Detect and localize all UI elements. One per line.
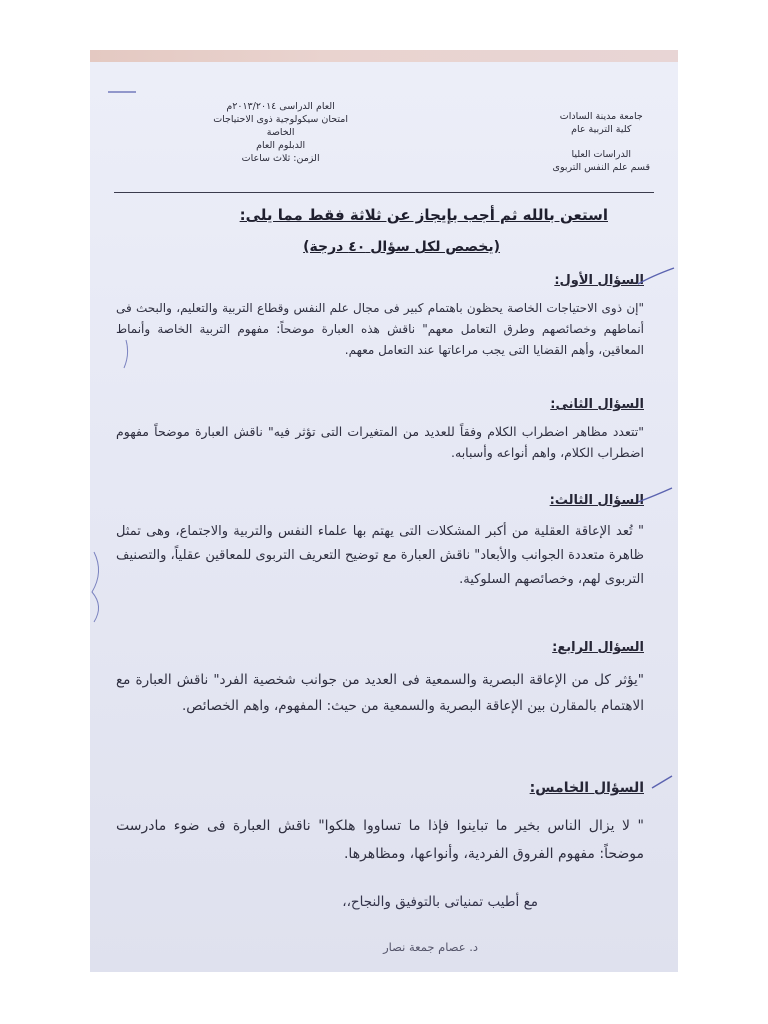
question-1-body: "إن ذوى الاحتياجات الخاصة يحظون باهتمام كبير فى مجال علم النفس وقطاع التربية والتعليم، والبحث فى أنماطهم وخصائصهم وطرق التعامل معهم" ناقش هذه العبارة موضحاً: مفهوم التربية الخاصة وأنماط المعاقين، وأهم القضايا التى يجب مراعاتها عند التعامل معهم.: [116, 301, 644, 357]
question-5-heading: السؤال الخامس:: [529, 780, 644, 796]
closing-wish: مع أطيب تمنياتى بالتوفيق والنجاح،،: [342, 894, 538, 910]
pen-tick-q3: [638, 488, 672, 502]
question-3-heading: السؤال الثالث:: [549, 493, 644, 508]
exam-title-line1: امتحان سيكولوجية ذوى الاحتياجات: [213, 114, 348, 125]
faculty-name: كلية التربية عام: [571, 124, 632, 135]
question-5-body: " لا يزال الناس بخير ما تباينوا فإذا ما تساووا هلكوا" ناقش العبارة فى ضوء مادرست موضحاً: مفهوم الفروق الفردية، وأنواعها، ومظاهرها.: [116, 818, 644, 862]
pen-tick-q5: [652, 776, 672, 788]
academic-year: العام الدراسى ٢٠١٣/٢٠١٤م: [226, 101, 335, 112]
department-name: قسم علم النفس التربوى: [552, 162, 650, 173]
exam-time: الزمن: ثلاث ساعات: [241, 153, 320, 164]
exam-title-line2: الخاصة: [266, 127, 295, 138]
pen-scribble-left: [92, 552, 99, 622]
question-1-heading: السؤال الأول:: [554, 273, 644, 288]
pen-tick-q1: [638, 268, 674, 284]
scanned-photo: [90, 50, 678, 972]
university-name: جامعة مدينة السادات: [559, 111, 643, 122]
diploma-name: الدبلوم العام: [256, 140, 306, 151]
signature: د. عصام جمعة نصار: [383, 940, 478, 954]
marks-note: (يخصص لكل سؤال ٤٠ درجة): [303, 239, 500, 255]
question-4-heading: السؤال الرابع:: [552, 640, 644, 655]
pen-scribble-margin: [124, 340, 128, 368]
instructions-title: استعن بالله ثم أجب بإيجاز عن ثلاثة فقط مما يلى:: [239, 206, 608, 224]
question-4-body: "يؤثر كل من الإعاقة البصرية والسمعية فى العديد من جوانب شخصية الفرد" ناقش العبارة مع الاهتمام بالمقارن بين الإعاقة البصرية والسمعية من حيث: المفهوم، واهم الخصائص.: [116, 672, 644, 714]
question-2-body: "تتعدد مظاهر اضطراب الكلام وفقاً للعديد من المتغيرات التى تؤثر فيه" ناقش العبارة موضحاً مفهوم اضطراب الكلام، واهم أنواعه وأسبابه.: [116, 424, 644, 460]
question-3-body: " تُعد الإعاقة العقلية من أكبر المشكلات التى يهتم بها علماء النفس والتربية والاجتماع، وهى تمثل ظاهرة متعددة الجوانب والأبعاد" ناقش العبارة مع توضيح التعريف التربوى للمعاقين عقلياً، والتصنيف التربوى لهم، وخصائصهم السلوكية.: [116, 524, 644, 587]
studies-name: الدراسات العليا: [571, 149, 632, 160]
exam-paper: [90, 62, 678, 972]
question-2-heading: السؤال الثانى:: [550, 397, 644, 412]
pen-marks: [90, 62, 678, 972]
